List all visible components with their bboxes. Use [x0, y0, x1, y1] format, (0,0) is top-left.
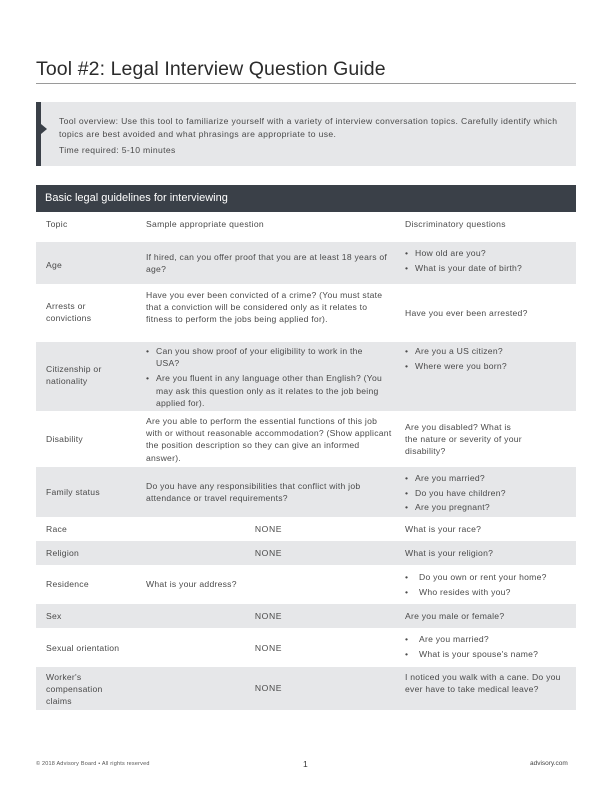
list-item: • Are you pregnant?	[405, 500, 573, 515]
list-item: • Are you married?	[405, 471, 573, 486]
appropriate-none: NONE	[254, 524, 283, 534]
discriminatory-list	[405, 471, 573, 515]
table-row	[36, 242, 576, 284]
table-title: Basic legal guidelines for interviewing	[45, 192, 228, 204]
column-header-discriminatory: Discriminatory questions	[405, 219, 506, 229]
list-item: • Do you own or rent your home?	[405, 570, 573, 585]
discriminatory-question: What is your race?	[405, 524, 482, 534]
time-required: Time required: 5-10 minutes	[59, 145, 176, 155]
table-row	[36, 604, 576, 628]
topic-cell: Family status	[46, 487, 100, 497]
list-item: • Where were you born?	[405, 360, 573, 372]
table-row	[36, 565, 576, 604]
table-row	[36, 411, 576, 467]
discriminatory-list	[405, 345, 573, 375]
topic-cell: Sex	[46, 611, 62, 621]
discriminatory-question: Are you disabled? What is the nature or severity of your disability?	[405, 422, 522, 457]
topic-cell: Sexual orientation	[46, 643, 120, 653]
list-item: • Do you have children?	[405, 486, 573, 501]
appropriate-question: If hired, can you offer proof that you are at least 18 years of age?	[146, 252, 388, 275]
discriminatory-list	[405, 570, 573, 599]
topic-cell: Worker's compensation claims	[46, 672, 103, 707]
discriminatory-question: I noticed you walk with a cane. Do you ever have to take medical leave?	[405, 672, 561, 695]
topic-cell: Age	[46, 260, 63, 270]
topic-cell: Disability	[46, 434, 83, 444]
table-row	[36, 284, 576, 342]
appropriate-question: Do you have any responsibilities that conflict with job attendance or travel requirements?	[146, 481, 361, 504]
table-row	[36, 667, 576, 710]
discriminatory-question: Are you male or female?	[405, 611, 505, 621]
appropriate-none: NONE	[254, 611, 283, 621]
discriminatory-question: What is your religion?	[405, 548, 494, 558]
list-item: • Who resides with you?	[405, 585, 573, 600]
list-item: • Are you married?	[405, 632, 573, 647]
footer-copyright: © 2018 Advisory Board • All rights reserved	[36, 761, 150, 767]
topic-cell: Religion	[46, 548, 80, 558]
topic-cell: Arrests or convictions	[46, 301, 92, 324]
page-number: 1	[303, 759, 308, 769]
footer-website: advisory.com	[530, 760, 568, 767]
discriminatory-list	[405, 247, 573, 277]
table-title-bar	[36, 185, 576, 212]
overview-text: Tool overview: Use this tool to familiarize yourself with a variety of interview conversation topics. Carefully identify which topics are best avoided and what phrasings are appropriate to use.	[59, 116, 558, 139]
tool-overview-box	[36, 102, 576, 166]
table-row	[36, 342, 576, 411]
appropriate-none: NONE	[254, 548, 283, 558]
appropriate-none: NONE	[254, 683, 283, 693]
column-header-appropriate: Sample appropriate question	[146, 219, 264, 229]
appropriate-question: Have you ever been convicted of a crime? (You must state that a conviction will be considered only as it relates to fitness to perform the jobs being applied for).	[146, 290, 383, 325]
table-row	[36, 517, 576, 541]
list-item: • Are you fluent in any language other than English? (You may ask this question only as it relates to the job being applied for).	[146, 372, 386, 409]
list-item: • Can you show proof of your eligibility to work in the USA?	[146, 345, 386, 369]
topic-cell: Race	[46, 524, 68, 534]
appropriate-question: What is your address?	[146, 579, 237, 589]
topic-cell: Citizenship or nationality	[46, 364, 102, 387]
appropriate-list	[146, 345, 386, 412]
appropriate-question: Are you able to perform the essential functions of this job with or without reasonable accommodation? (Show applicant the position description so they can give an informed answer).	[146, 416, 392, 463]
overview-accent-bar	[36, 102, 41, 166]
column-header-topic: Topic	[46, 219, 68, 229]
topic-cell: Residence	[46, 579, 89, 589]
page-title: Tool #2: Legal Interview Question Guide	[36, 58, 386, 80]
list-item: • How old are you?	[405, 247, 573, 259]
table-row	[36, 628, 576, 667]
list-item: • Are you a US citizen?	[405, 345, 573, 357]
table-row	[36, 541, 576, 565]
overview-arrow-icon	[41, 124, 47, 134]
title-divider	[36, 83, 576, 84]
list-item: • What is your spouse's name?	[405, 647, 573, 662]
list-item: • What is your date of birth?	[405, 262, 573, 274]
discriminatory-question: Have you ever been arrested?	[405, 308, 528, 318]
table-row	[36, 467, 576, 517]
discriminatory-list	[405, 632, 573, 661]
appropriate-none: NONE	[254, 643, 283, 653]
